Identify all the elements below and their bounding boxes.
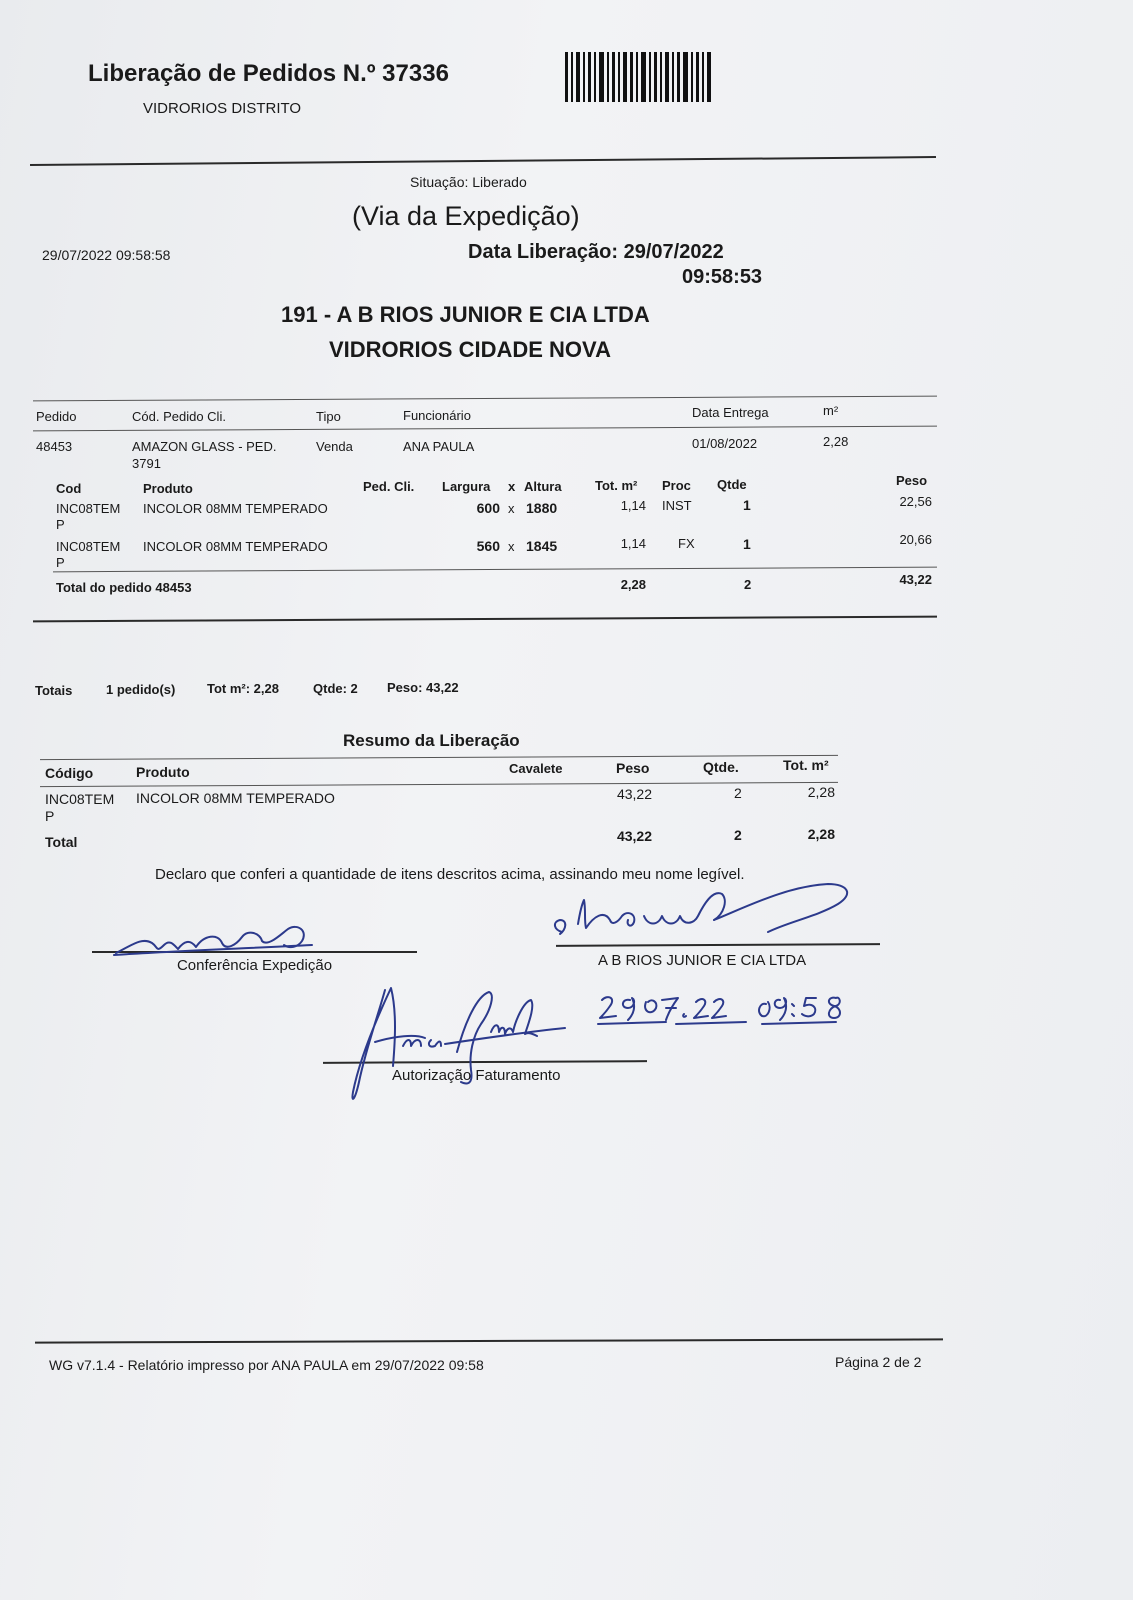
item-1-tot-m2: 1,14 bbox=[620, 498, 646, 513]
client-signature bbox=[548, 880, 878, 950]
data-entrega-value: 01/08/2022 bbox=[692, 436, 758, 451]
item-2-produto: INCOLOR 08MM TEMPERADO bbox=[143, 539, 328, 554]
item-1-x: x bbox=[508, 501, 515, 516]
item-1-largura: 600 bbox=[476, 500, 500, 516]
resumo-col-peso: Peso bbox=[616, 760, 650, 776]
col-cod-pedido-cli: Cód. Pedido Cli. bbox=[132, 409, 226, 424]
tipo-value: Venda bbox=[316, 439, 353, 454]
resumo-codigo: INC08TEM bbox=[45, 791, 115, 807]
autorizacao-label: Autorização Faturamento bbox=[392, 1067, 561, 1084]
item-2-proc: FX bbox=[678, 536, 695, 551]
handwritten-date bbox=[596, 990, 876, 1030]
item-1-qtde: 1 bbox=[743, 497, 751, 513]
item-1-produto: INCOLOR 08MM TEMPERADO bbox=[143, 501, 328, 516]
resumo-total-qtde: 2 bbox=[734, 827, 742, 843]
client-name: 191 - A B RIOS JUNIOR E CIA LTDA bbox=[281, 302, 650, 327]
resumo-col-qtde: Qtde. bbox=[703, 759, 739, 775]
resumo-header-rule bbox=[40, 782, 838, 787]
resumo-produto: INCOLOR 08MM TEMPERADO bbox=[136, 790, 335, 806]
order-total-qtde: 2 bbox=[744, 577, 752, 592]
item-2-cod: INC08TEM bbox=[56, 539, 121, 554]
item-1-cod-cont: P bbox=[56, 517, 65, 532]
resumo-qtde: 2 bbox=[734, 785, 742, 801]
declaration-text: Declaro que conferi a quantidade de itens descritos acima, assinando meu nome legível. bbox=[155, 866, 745, 883]
item-2-qtde: 1 bbox=[743, 536, 751, 552]
via-label: (Via da Expedição) bbox=[352, 201, 580, 231]
data-liberacao: Data Liberação: 29/07/2022 bbox=[468, 241, 724, 263]
order-total-peso: 43,22 bbox=[899, 572, 932, 587]
totals-qtde: Qtde: 2 bbox=[313, 681, 358, 696]
print-datetime: 29/07/2022 09:58:58 bbox=[42, 247, 171, 263]
col-cod: Cod bbox=[56, 481, 82, 496]
col-tot-m2: Tot. m² bbox=[595, 478, 638, 493]
item-1-proc: INST bbox=[662, 498, 692, 513]
totals-m2: Tot m²: 2,28 bbox=[207, 681, 279, 696]
data-liberacao-time: 09:58:53 bbox=[682, 266, 763, 288]
item-2-cod-cont: P bbox=[56, 555, 65, 570]
item-2-x: x bbox=[508, 539, 515, 554]
document-title: Liberação de Pedidos N.º 37336 bbox=[88, 60, 449, 87]
item-2-altura: 1845 bbox=[526, 538, 558, 554]
cod-pedido-cli-value-cont: 3791 bbox=[132, 456, 161, 471]
conferencia-signature bbox=[112, 915, 332, 960]
col-largura: Largura bbox=[442, 479, 491, 494]
cod-pedido-cli-value: AMAZON GLASS - PED. bbox=[132, 439, 277, 454]
order-bottom-rule bbox=[33, 616, 937, 622]
situacao: Situação: Liberado bbox=[410, 174, 527, 190]
resumo-total-m2: 2,28 bbox=[807, 826, 835, 842]
item-2-largura: 560 bbox=[476, 538, 500, 554]
item-1-altura: 1880 bbox=[526, 500, 558, 516]
company-name: VIDRORIOS DISTRITO bbox=[143, 100, 302, 117]
order-top-rule bbox=[33, 396, 937, 402]
m2-value: 2,28 bbox=[823, 434, 849, 449]
col-proc: Proc bbox=[662, 478, 691, 493]
resumo-col-tot-m2: Tot. m² bbox=[783, 757, 829, 773]
totals-label: Totais bbox=[35, 683, 73, 698]
barcode bbox=[565, 52, 725, 102]
resumo-col-cavalete: Cavalete bbox=[509, 761, 563, 776]
item-1-peso: 22,56 bbox=[899, 494, 932, 509]
resumo-codigo-cont: P bbox=[45, 808, 55, 824]
client-sign-label: A B RIOS JUNIOR E CIA LTDA bbox=[598, 952, 807, 969]
resumo-col-produto: Produto bbox=[136, 764, 190, 780]
col-tipo: Tipo bbox=[316, 409, 341, 424]
order-header-rule bbox=[33, 426, 937, 432]
conferencia-label: Conferência Expedição bbox=[176, 957, 333, 974]
col-pedido: Pedido bbox=[36, 409, 77, 424]
resumo-total-label: Total bbox=[45, 834, 78, 850]
col-m2: m² bbox=[823, 403, 839, 418]
col-funcionario: Funcionário bbox=[403, 408, 471, 423]
footer-rule bbox=[35, 1338, 943, 1343]
page-number: Página 2 de 2 bbox=[835, 1354, 922, 1370]
resumo-peso: 43,22 bbox=[616, 786, 652, 802]
item-2-peso: 20,66 bbox=[899, 532, 932, 547]
resumo-col-codigo: Código bbox=[45, 765, 94, 781]
col-x: x bbox=[508, 479, 516, 494]
col-data-entrega: Data Entrega bbox=[692, 405, 769, 420]
footer-text: WG v7.1.4 - Relatório impresso por ANA PAULA em 29/07/2022 09:58 bbox=[49, 1357, 484, 1373]
order-total-m2: 2,28 bbox=[620, 577, 646, 592]
order-total-rule bbox=[53, 567, 937, 573]
col-produto: Produto bbox=[143, 481, 193, 496]
funcionario-value: ANA PAULA bbox=[403, 439, 475, 454]
col-ped-cli: Ped. Cli. bbox=[363, 479, 415, 494]
client-store: VIDRORIOS CIDADE NOVA bbox=[329, 337, 611, 362]
totals-peso: Peso: 43,22 bbox=[387, 680, 459, 695]
pedido-value: 48453 bbox=[36, 439, 73, 454]
totals-pedidos: 1 pedido(s) bbox=[106, 682, 176, 697]
resumo-tot-m2: 2,28 bbox=[807, 784, 835, 800]
resumo-total-peso: 43,22 bbox=[616, 828, 652, 844]
order-total-label: Total do pedido 48453 bbox=[56, 580, 192, 595]
item-1-cod: INC08TEM bbox=[56, 501, 121, 516]
autorizacao-signature bbox=[345, 982, 585, 1107]
item-2-tot-m2: 1,14 bbox=[620, 536, 646, 551]
col-peso: Peso bbox=[896, 473, 928, 488]
resumo-title: Resumo da Liberação bbox=[343, 731, 520, 750]
col-altura: Altura bbox=[524, 479, 562, 494]
col-qtde: Qtde bbox=[717, 477, 747, 492]
header-divider bbox=[30, 156, 936, 165]
